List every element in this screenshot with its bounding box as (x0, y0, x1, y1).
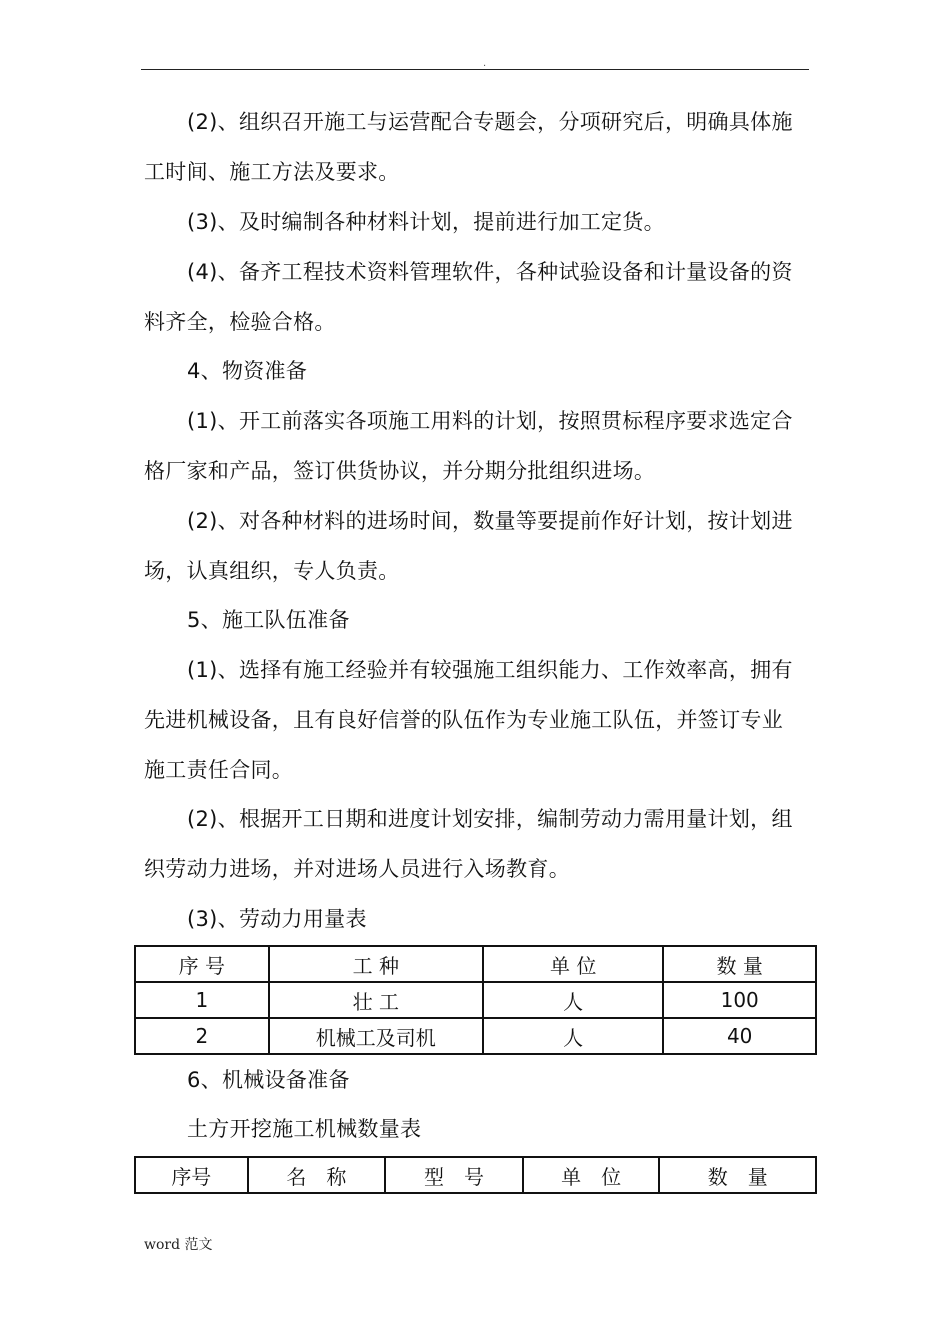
paragraph: 先进机械设备，且有良好信誉的队伍作为专业施工队伍，并签订专业 (144, 708, 783, 732)
header-rule (141, 69, 809, 70)
paragraph: (2)、对各种材料的进场时间，数量等要提前作好计划，按计划进 (187, 509, 793, 533)
header-mark: . (483, 58, 487, 69)
section-heading: 6、机械设备准备 (187, 1068, 350, 1092)
paragraph: (4)、备齐工程技术资料管理软件，各种试验设备和计量设备的资 (187, 260, 793, 284)
table-header-row (135, 946, 816, 982)
table-header-cell: 工 种 (269, 946, 483, 982)
table-header-cell: 单 位 (523, 1157, 660, 1193)
machine-table (134, 1156, 817, 1194)
paragraph: 施工责任合同。 (144, 758, 294, 782)
paragraph: (1)、选择有施工经验并有较强施工组织能力、工作效率高，拥有 (187, 658, 793, 682)
table-header-cell: 数 量 (663, 946, 816, 982)
table-header-row (135, 1157, 816, 1193)
table-cell: 40 (663, 1018, 816, 1054)
table-header-cell: 名 称 (248, 1157, 386, 1193)
section-heading: 5、施工队伍准备 (187, 608, 350, 632)
table-row (135, 982, 816, 1018)
paragraph: 料齐全，检验合格。 (144, 310, 336, 334)
table-header-cell: 单 位 (483, 946, 663, 982)
table-header-cell: 序 号 (135, 946, 269, 982)
table-cell: 1 (135, 982, 269, 1018)
paragraph: (3)、及时编制各种材料计划，提前进行加工定货。 (187, 210, 665, 234)
table-cell: 2 (135, 1018, 269, 1054)
table-cell: 100 (663, 982, 816, 1018)
table-header-cell: 型 号 (385, 1157, 523, 1193)
footer-label: word 范文 (144, 1237, 213, 1253)
table-header-cell: 序号 (135, 1157, 248, 1193)
labor-table (134, 945, 817, 1055)
paragraph: 场，认真组织，专人负责。 (144, 559, 400, 583)
paragraph: (2)、根据开工日期和进度计划安排，编制劳动力需用量计划，组 (187, 807, 793, 831)
paragraph: (2)、组织召开施工与运营配合专题会，分项研究后，明确具体施 (187, 110, 793, 134)
section-heading: 4、物资准备 (187, 359, 308, 383)
table-cell: 人 (483, 982, 663, 1018)
table-header-cell: 数 量 (659, 1157, 816, 1193)
table-row (135, 1018, 816, 1054)
paragraph: 织劳动力进场，并对进场人员进行入场教育。 (144, 857, 570, 881)
paragraph: (1)、开工前落实各项施工用料的计划，按照贯标程序要求选定合 (187, 409, 793, 433)
table-cell: 机械工及司机 (269, 1018, 483, 1054)
table-cell: 人 (483, 1018, 663, 1054)
table-caption: (3)、劳动力用量表 (187, 907, 367, 931)
table-caption: 土方开挖施工机械数量表 (187, 1117, 422, 1141)
paragraph: 工时间、施工方法及要求。 (144, 160, 400, 184)
paragraph: 格厂家和产品，签订供货协议，并分期分批组织进场。 (144, 459, 656, 483)
table-cell: 壮 工 (269, 982, 483, 1018)
